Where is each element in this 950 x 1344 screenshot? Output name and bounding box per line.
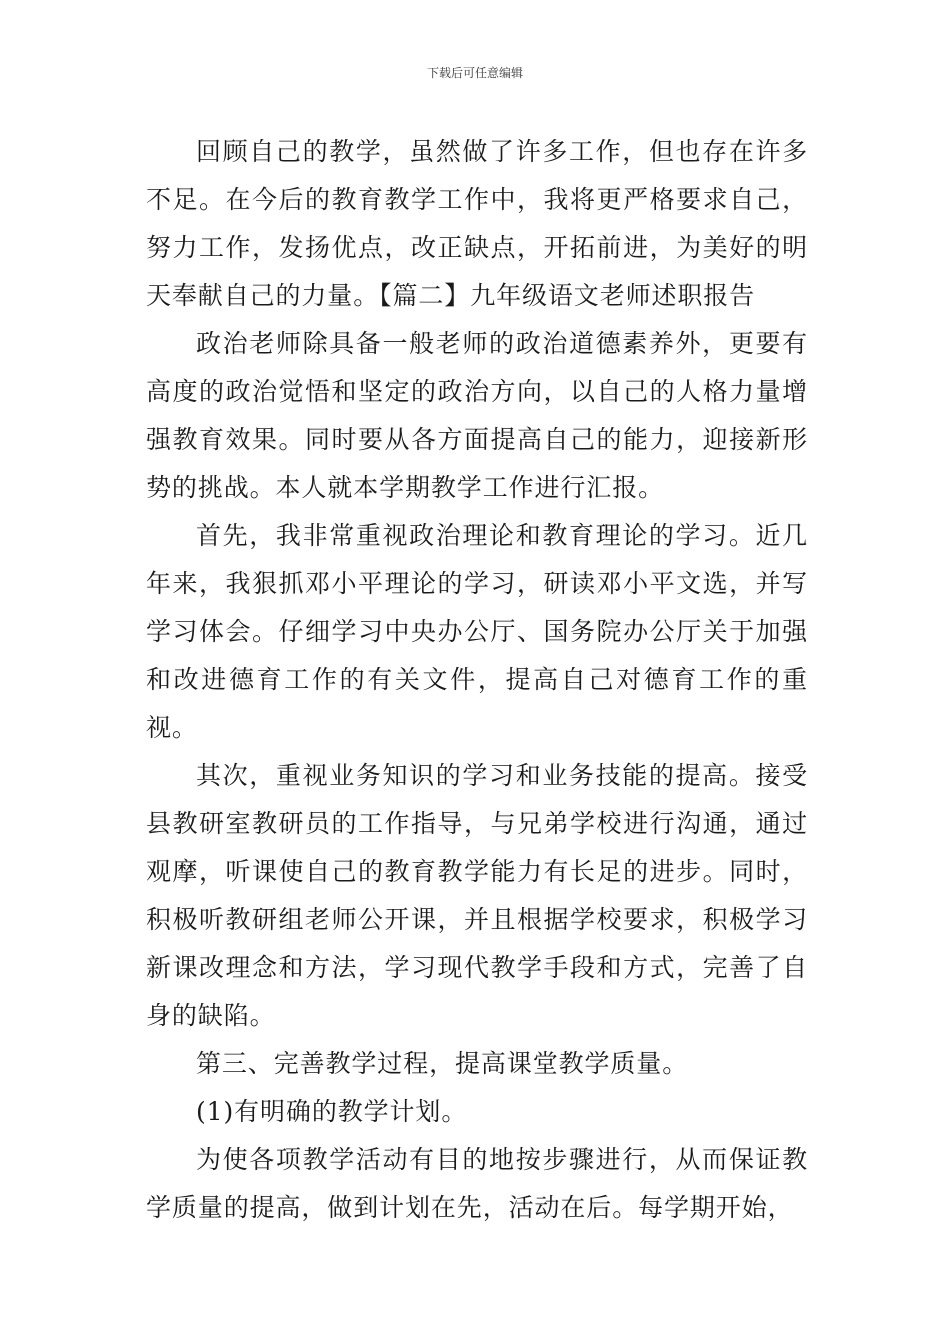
- page-header: 下载后可任意编辑: [426, 66, 523, 80]
- paragraph-6: (1)有明确的教学计划。: [196, 1097, 468, 1126]
- paragraph-7: 为使各项教学活动有目的地按步骤进行，从而保证教学质量的提高，做到计划在先，活动在后。每学期开始，: [146, 1145, 808, 1222]
- paragraph-5: 第三、完善教学过程，提高课堂教学质量。: [196, 1049, 689, 1078]
- paragraph-2: 政治老师除具备一般老师的政治道德素养外，更要有高度的政治觉悟和坚定的政治方向，以自己的人格力量增强教育效果。同时要从各方面提高自己的能力，迎接新形势的挑战。本人就本学期教学工作进行汇报。: [146, 329, 808, 502]
- paragraph-4: 其次，重视业务知识的学习和业务技能的提高。接受县教研室教研员的工作指导，与兄弟学校进行沟通，通过观摩，听课使自己的教育教学能力有长足的进步。同时，积极听教研组老师公开课，并且根据学校要求，积极学习新课改理念和方法，学习现代教学手段和方式，完善了自身的缺陷。: [146, 761, 808, 1030]
- document-body: [146, 128, 808, 1232]
- paragraph-3: 首先，我非常重视政治理论和教育理论的学习。近几年来，我狠抓邓小平理论的学习，研读邓小平文选，并写学习体会。仔细学习中央办公厅、国务院办公厅关于加强和改进德育工作的有关文件，提高自己对德育工作的重视。: [146, 521, 808, 742]
- paragraph-1: 回顾自己的教学，虽然做了许多工作，但也存在许多不足。在今后的教育教学工作中，我将更严格要求自己，努力工作，发扬优点，改正缺点，开拓前进，为美好的明天奉献自己的力量。【篇二】九年级语文老师述职报告: [146, 137, 808, 310]
